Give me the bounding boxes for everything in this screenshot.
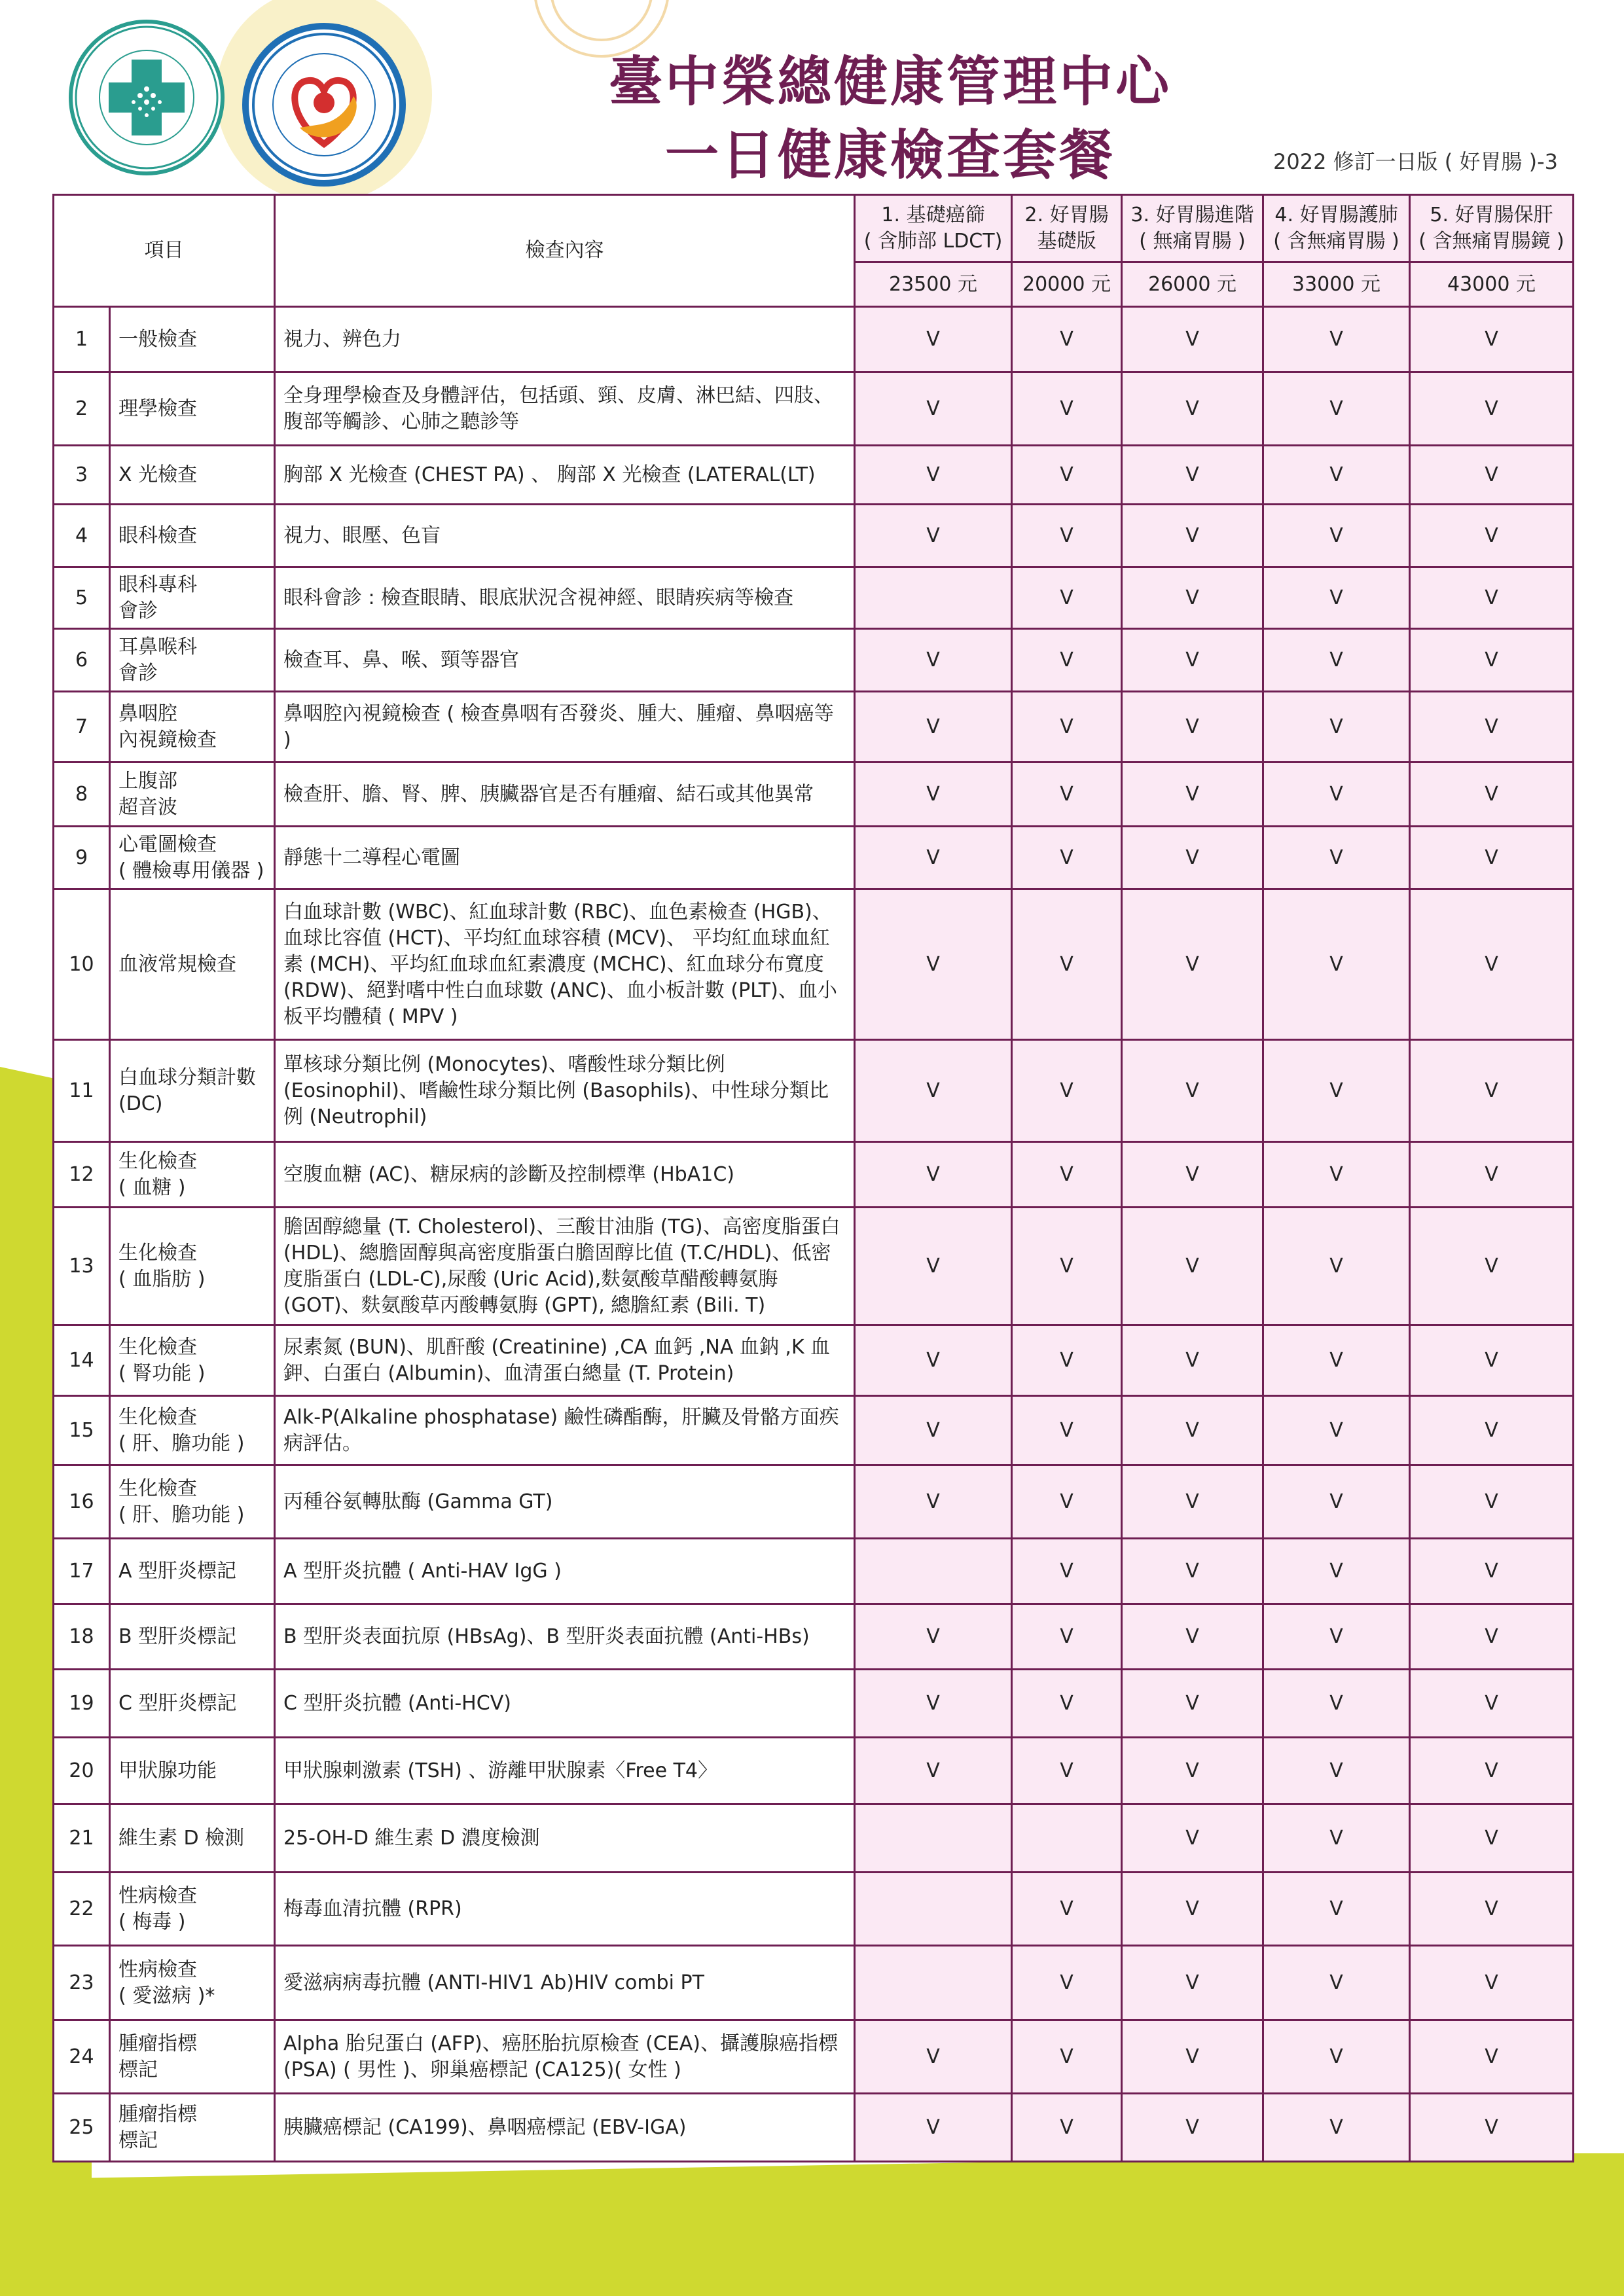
check-cell-package-2: V xyxy=(1012,567,1122,629)
row-item: 甲狀腺功能 xyxy=(110,1738,275,1804)
row-item: 白血球分類計數 (DC) xyxy=(110,1040,275,1142)
check-cell-package-2: V xyxy=(1012,1396,1122,1465)
check-cell-package-1: V xyxy=(855,446,1012,505)
row-item: 鼻咽腔 內視鏡檢查 xyxy=(110,692,275,762)
header xyxy=(0,0,1624,193)
row-item: 維生素 D 檢測 xyxy=(110,1804,275,1873)
check-cell-package-3: V xyxy=(1122,567,1263,629)
check-cell-package-3: V xyxy=(1122,1804,1263,1873)
row-content: 胸部 X 光檢查 (CHEST PA) 、 胸部 X 光檢查 (LATERAL(LT) xyxy=(275,446,855,505)
table-row xyxy=(54,1208,1574,1325)
row-number: 5 xyxy=(54,567,110,629)
row-number: 10 xyxy=(54,889,110,1040)
row-item: 生化檢查 ( 肝、膽功能 ) xyxy=(110,1396,275,1465)
table-row xyxy=(54,307,1574,372)
row-content: C 型肝炎抗體 (Anti-HCV) xyxy=(275,1670,855,1738)
check-cell-package-2: V xyxy=(1012,1325,1122,1396)
check-cell-package-5: V xyxy=(1410,1804,1574,1873)
row-item: 理學檢查 xyxy=(110,372,275,446)
row-item: 生化檢查 ( 腎功能 ) xyxy=(110,1325,275,1396)
row-number: 4 xyxy=(54,505,110,567)
check-cell-package-3: V xyxy=(1122,1946,1263,2020)
package-price-2: 20000 元 xyxy=(1012,262,1122,307)
check-cell-package-5: V xyxy=(1410,1325,1574,1396)
check-cell-package-2: V xyxy=(1012,1670,1122,1738)
row-content: 鼻咽腔內視鏡檢查 ( 檢查鼻咽有否發炎、腫大、腫瘤、鼻咽癌等 ) xyxy=(275,692,855,762)
check-cell-package-4: V xyxy=(1263,1804,1410,1873)
row-content: 視力、辨色力 xyxy=(275,307,855,372)
check-cell-package-4: V xyxy=(1263,1208,1410,1325)
check-cell-package-4: V xyxy=(1263,1325,1410,1396)
row-content: 眼科會診 : 檢查眼睛、眼底狀況含視神經、眼睛疾病等檢查 xyxy=(275,567,855,629)
row-number: 11 xyxy=(54,1040,110,1142)
check-cell-package-5: V xyxy=(1410,827,1574,889)
row-item: X 光檢查 xyxy=(110,446,275,505)
check-cell-package-4: V xyxy=(1263,567,1410,629)
check-cell-package-2: V xyxy=(1012,1873,1122,1946)
check-cell-package-4: V xyxy=(1263,1873,1410,1946)
table-row xyxy=(54,446,1574,505)
check-cell-package-1: V xyxy=(855,692,1012,762)
row-number: 14 xyxy=(54,1325,110,1396)
heart-hand-icon xyxy=(249,29,399,180)
package-table xyxy=(52,194,1574,2162)
check-cell-package-3: V xyxy=(1122,1873,1263,1946)
title-line-1: 臺中榮總健康管理中心 xyxy=(608,51,1172,113)
check-cell-package-2: V xyxy=(1012,2094,1122,2162)
row-number: 3 xyxy=(54,446,110,505)
row-content: A 型肝炎抗體 ( Anti-HAV IgG ) xyxy=(275,1539,855,1604)
check-cell-package-1: V xyxy=(855,1738,1012,1804)
check-cell-package-1: V xyxy=(855,762,1012,827)
check-cell-package-3: V xyxy=(1122,1670,1263,1738)
row-content: 梅毒血清抗體 (RPR) xyxy=(275,1873,855,1946)
row-item: 上腹部 超音波 xyxy=(110,762,275,827)
check-cell-package-5: V xyxy=(1410,1396,1574,1465)
check-cell-package-1: V xyxy=(855,1604,1012,1670)
table-row xyxy=(54,1040,1574,1142)
row-content: 空腹血糖 (AC)、糖尿病的診斷及控制標準 (HbA1C) xyxy=(275,1142,855,1208)
check-cell-package-4: V xyxy=(1263,1396,1410,1465)
row-number: 6 xyxy=(54,629,110,692)
row-content: Alk-P(Alkaline phosphatase) 鹼性磷酯酶，肝臟及骨骼方面疾病評估。 xyxy=(275,1396,855,1465)
check-cell-package-1: V xyxy=(855,1208,1012,1325)
table-row xyxy=(54,1539,1574,1604)
row-content: 25-OH-D 維生素 D 濃度檢測 xyxy=(275,1804,855,1873)
row-number: 2 xyxy=(54,372,110,446)
check-cell-package-1 xyxy=(855,1873,1012,1946)
row-number: 22 xyxy=(54,1873,110,1946)
row-item: 腫瘤指標 標記 xyxy=(110,2094,275,2162)
row-item: 生化檢查 ( 肝、膽功能 ) xyxy=(110,1465,275,1539)
header-content: 檢查內容 xyxy=(275,195,855,307)
row-number: 12 xyxy=(54,1142,110,1208)
check-cell-package-5: V xyxy=(1410,307,1574,372)
check-cell-package-2: V xyxy=(1012,372,1122,446)
check-cell-package-1 xyxy=(855,1539,1012,1604)
check-cell-package-3: V xyxy=(1122,1396,1263,1465)
check-cell-package-4: V xyxy=(1263,1539,1410,1604)
table-row xyxy=(54,1670,1574,1738)
check-cell-package-1 xyxy=(855,1946,1012,2020)
row-number: 20 xyxy=(54,1738,110,1804)
check-cell-package-4: V xyxy=(1263,1738,1410,1804)
check-cell-package-3: V xyxy=(1122,1142,1263,1208)
package-name-3: 3. 好胃腸進階 ( 無痛胃腸 ) xyxy=(1122,195,1263,262)
row-item: 性病檢查 ( 愛滋病 )* xyxy=(110,1946,275,2020)
table-row xyxy=(54,1325,1574,1396)
check-cell-package-2: V xyxy=(1012,889,1122,1040)
check-cell-package-3: V xyxy=(1122,1604,1263,1670)
title-line-2: 一日健康檢查套餐 xyxy=(664,124,1115,187)
check-cell-package-3: V xyxy=(1122,1539,1263,1604)
check-cell-package-3: V xyxy=(1122,629,1263,692)
row-item: 心電圖檢查 ( 體檢專用儀器 ) xyxy=(110,827,275,889)
check-cell-package-2: V xyxy=(1012,1208,1122,1325)
check-cell-package-5: V xyxy=(1410,1539,1574,1604)
row-content: 檢查耳、鼻、喉、頸等器官 xyxy=(275,629,855,692)
check-cell-package-3: V xyxy=(1122,505,1263,567)
check-cell-package-2: V xyxy=(1012,762,1122,827)
check-cell-package-2 xyxy=(1012,1804,1122,1873)
check-cell-package-5: V xyxy=(1410,372,1574,446)
package-price-5: 43000 元 xyxy=(1410,262,1574,307)
check-cell-package-1: V xyxy=(855,1040,1012,1142)
row-item: 生化檢查 ( 血糖 ) xyxy=(110,1142,275,1208)
row-content: Alpha 胎兒蛋白 (AFP)、癌胚胎抗原檢查 (CEA)、攝護腺癌指標 (PSA) ( 男性 )、卵巢癌標記 (CA125)( 女性 ) xyxy=(275,2020,855,2094)
table-row xyxy=(54,762,1574,827)
check-cell-package-3: V xyxy=(1122,2094,1263,2162)
row-number: 7 xyxy=(54,692,110,762)
check-cell-package-4: V xyxy=(1263,1465,1410,1539)
check-cell-package-3: V xyxy=(1122,1208,1263,1325)
row-number: 13 xyxy=(54,1208,110,1325)
check-cell-package-3: V xyxy=(1122,692,1263,762)
check-cell-package-1: V xyxy=(855,1325,1012,1396)
check-cell-package-5: V xyxy=(1410,505,1574,567)
check-cell-package-5: V xyxy=(1410,1670,1574,1738)
check-cell-package-4: V xyxy=(1263,1142,1410,1208)
check-cell-package-1: V xyxy=(855,505,1012,567)
row-number: 25 xyxy=(54,2094,110,2162)
row-content: 單核球分類比例 (Monocytes)、嗜酸性球分類比例 (Eosinophil)、嗜鹼性球分類比例 (Basophils)、中性球分類比例 (Neutrophil) xyxy=(275,1040,855,1142)
check-cell-package-4: V xyxy=(1263,827,1410,889)
row-item: 腫瘤指標 標記 xyxy=(110,2020,275,2094)
check-cell-package-5: V xyxy=(1410,1738,1574,1804)
package-name-5: 5. 好胃腸保肝 ( 含無痛胃腸鏡 ) xyxy=(1410,195,1574,262)
row-content: 白血球計數 (WBC)、紅血球計數 (RBC)、血色素檢查 (HGB)、血球比容值 (HCT)、平均紅血球容積 (MCV)、 平均紅血球血紅素 (MCH)、平均紅血球血紅素濃度 (MCHC)、紅血球分布寬度 (RDW)、絕對嗜中性白血球數 (ANC)、血小板計數 (PLT)、血小板平均體積 ( MPV ) xyxy=(275,889,855,1040)
row-number: 19 xyxy=(54,1670,110,1738)
table-row xyxy=(54,827,1574,889)
check-cell-package-5: V xyxy=(1410,1465,1574,1539)
table-row xyxy=(54,889,1574,1040)
check-cell-package-5: V xyxy=(1410,2094,1574,2162)
check-cell-package-5: V xyxy=(1410,1208,1574,1325)
row-number: 1 xyxy=(54,307,110,372)
table-body xyxy=(54,307,1574,2162)
check-cell-package-4: V xyxy=(1263,1604,1410,1670)
check-cell-package-4: V xyxy=(1263,307,1410,372)
row-content: 胰臟癌標記 (CA199)、鼻咽癌標記 (EBV-IGA) xyxy=(275,2094,855,2162)
row-item: 一般檢查 xyxy=(110,307,275,372)
table-row xyxy=(54,1738,1574,1804)
check-cell-package-2: V xyxy=(1012,1604,1122,1670)
row-item: 生化檢查 ( 血脂肪 ) xyxy=(110,1208,275,1325)
check-cell-package-5: V xyxy=(1410,889,1574,1040)
check-cell-package-3: V xyxy=(1122,1040,1263,1142)
check-cell-package-5: V xyxy=(1410,1946,1574,2020)
row-content: 膽固醇總量 (T. Cholesterol)、三酸甘油脂 (TG)、高密度脂蛋白 (HDL)、總膽固醇與高密度脂蛋白膽固醇比值 (T.C/HDL)、低密度脂蛋白 (LDL-C),尿酸 (Uric Acid),麩氨酸草醋酸轉氨脢 (GOT)、麩氨酸草丙酸轉氨脢 (GPT), 總膽紅素 (Bili. T) xyxy=(275,1208,855,1325)
check-cell-package-1: V xyxy=(855,1465,1012,1539)
package-price-3: 26000 元 xyxy=(1122,262,1263,307)
check-cell-package-2: V xyxy=(1012,307,1122,372)
check-cell-package-4: V xyxy=(1263,889,1410,1040)
check-cell-package-1: V xyxy=(855,629,1012,692)
check-cell-package-2: V xyxy=(1012,1040,1122,1142)
table-row xyxy=(54,1804,1574,1873)
check-cell-package-5: V xyxy=(1410,1040,1574,1142)
check-cell-package-1: V xyxy=(855,2020,1012,2094)
row-content: 全身理學檢查及身體評估，包括頭、頸、皮膚、淋巴結、四肢、腹部等觸診、心肺之聽診等 xyxy=(275,372,855,446)
check-cell-package-4: V xyxy=(1263,762,1410,827)
check-cell-package-5: V xyxy=(1410,1873,1574,1946)
check-cell-package-3: V xyxy=(1122,372,1263,446)
check-cell-package-1: V xyxy=(855,889,1012,1040)
row-number: 21 xyxy=(54,1804,110,1873)
check-cell-package-3: V xyxy=(1122,1465,1263,1539)
table-row xyxy=(54,372,1574,446)
check-cell-package-1: V xyxy=(855,1142,1012,1208)
row-item: 性病檢查 ( 梅毒 ) xyxy=(110,1873,275,1946)
check-cell-package-4: V xyxy=(1263,2020,1410,2094)
row-item: 耳鼻喉科 會診 xyxy=(110,629,275,692)
check-cell-package-4: V xyxy=(1263,1040,1410,1142)
table-row xyxy=(54,1142,1574,1208)
check-cell-package-4: V xyxy=(1263,629,1410,692)
check-cell-package-1: V xyxy=(855,1396,1012,1465)
row-number: 18 xyxy=(54,1604,110,1670)
row-number: 16 xyxy=(54,1465,110,1539)
table-row xyxy=(54,2094,1574,2162)
check-cell-package-3: V xyxy=(1122,307,1263,372)
check-cell-package-5: V xyxy=(1410,2020,1574,2094)
row-content: 丙種谷氨轉肽酶 (Gamma GT) xyxy=(275,1465,855,1539)
check-cell-package-5: V xyxy=(1410,1604,1574,1670)
row-content: 尿素氮 (BUN)、肌酐酸 (Creatinine) ,CA 血鈣 ,NA 血鈉 ,K 血鉀、白蛋白 (Albumin)、血清蛋白總量 (T. Protein) xyxy=(275,1325,855,1396)
check-cell-package-3: V xyxy=(1122,762,1263,827)
row-item: C 型肝炎標記 xyxy=(110,1670,275,1738)
hospital-logo xyxy=(69,20,225,175)
row-number: 23 xyxy=(54,1946,110,2020)
table-row xyxy=(54,505,1574,567)
row-item: 眼科專科 會診 xyxy=(110,567,275,629)
check-cell-package-2: V xyxy=(1012,1946,1122,2020)
check-cell-package-3: V xyxy=(1122,446,1263,505)
package-name-1: 1. 基礎癌篩 ( 含肺部 LDCT) xyxy=(855,195,1012,262)
check-cell-package-5: V xyxy=(1410,567,1574,629)
row-content: 視力、眼壓、色盲 xyxy=(275,505,855,567)
check-cell-package-3: V xyxy=(1122,827,1263,889)
check-cell-package-2: V xyxy=(1012,2020,1122,2094)
row-item: 眼科檢查 xyxy=(110,505,275,567)
check-cell-package-1: V xyxy=(855,827,1012,889)
check-cell-package-2: V xyxy=(1012,1142,1122,1208)
check-cell-package-4: V xyxy=(1263,1946,1410,2020)
check-cell-package-5: V xyxy=(1410,446,1574,505)
page-title xyxy=(563,46,1218,192)
check-cell-package-1: V xyxy=(855,372,1012,446)
check-cell-package-1 xyxy=(855,567,1012,629)
check-cell-package-2: V xyxy=(1012,1465,1122,1539)
package-name-2: 2. 好胃腸 基礎版 xyxy=(1012,195,1122,262)
check-cell-package-2: V xyxy=(1012,446,1122,505)
header-item: 項目 xyxy=(54,195,275,307)
check-cell-package-2: V xyxy=(1012,505,1122,567)
table-row xyxy=(54,1946,1574,2020)
version-label: 2022 修訂一日版 ( 好胃腸 )-3 xyxy=(1272,149,1558,174)
check-cell-package-4: V xyxy=(1263,446,1410,505)
check-cell-package-1: V xyxy=(855,307,1012,372)
table-row xyxy=(54,692,1574,762)
row-content: 檢查肝、膽、腎、脾、胰臟器官是否有腫瘤、結石或其他異常 xyxy=(275,762,855,827)
check-cell-package-5: V xyxy=(1410,1142,1574,1208)
row-number: 17 xyxy=(54,1539,110,1604)
certification-logo xyxy=(242,23,406,187)
check-cell-package-4: V xyxy=(1263,2094,1410,2162)
hospital-logo-ring xyxy=(73,24,221,171)
package-price-1: 23500 元 xyxy=(855,262,1012,307)
check-cell-package-5: V xyxy=(1410,692,1574,762)
check-cell-package-2: V xyxy=(1012,692,1122,762)
check-cell-package-4: V xyxy=(1263,692,1410,762)
row-number: 9 xyxy=(54,827,110,889)
check-cell-package-2: V xyxy=(1012,629,1122,692)
table-row xyxy=(54,1465,1574,1539)
row-content: 甲狀腺刺激素 (TSH) 、游離甲狀腺素〈Free T4〉 xyxy=(275,1738,855,1804)
check-cell-package-1 xyxy=(855,1804,1012,1873)
package-name-4: 4. 好胃腸護肺 ( 含無痛胃腸 ) xyxy=(1263,195,1410,262)
check-cell-package-1: V xyxy=(855,1670,1012,1738)
check-cell-package-1: V xyxy=(855,2094,1012,2162)
check-cell-package-4: V xyxy=(1263,505,1410,567)
check-cell-package-2: V xyxy=(1012,827,1122,889)
row-number: 15 xyxy=(54,1396,110,1465)
check-cell-package-2: V xyxy=(1012,1738,1122,1804)
row-item: 血液常規檢查 xyxy=(110,889,275,1040)
check-cell-package-4: V xyxy=(1263,1670,1410,1738)
table-row xyxy=(54,2020,1574,2094)
row-content: 愛滋病病毒抗體 (ANTI-HIV1 Ab)HIV combi PT xyxy=(275,1946,855,2020)
table-row xyxy=(54,1873,1574,1946)
check-cell-package-3: V xyxy=(1122,2020,1263,2094)
row-content: 靜態十二導程心電圖 xyxy=(275,827,855,889)
row-number: 24 xyxy=(54,2020,110,2094)
row-content: B 型肝炎表面抗原 (HBsAg)、B 型肝炎表面抗體 (Anti-HBs) xyxy=(275,1604,855,1670)
row-item: A 型肝炎標記 xyxy=(110,1539,275,1604)
table-row xyxy=(54,1604,1574,1670)
row-number: 8 xyxy=(54,762,110,827)
check-cell-package-3: V xyxy=(1122,1325,1263,1396)
check-cell-package-5: V xyxy=(1410,629,1574,692)
check-cell-package-5: V xyxy=(1410,762,1574,827)
table-row xyxy=(54,629,1574,692)
row-item: B 型肝炎標記 xyxy=(110,1604,275,1670)
table-row xyxy=(54,1396,1574,1465)
check-cell-package-4: V xyxy=(1263,372,1410,446)
check-cell-package-3: V xyxy=(1122,1738,1263,1804)
check-cell-package-2: V xyxy=(1012,1539,1122,1604)
table-row xyxy=(54,567,1574,629)
package-price-4: 33000 元 xyxy=(1263,262,1410,307)
check-cell-package-3: V xyxy=(1122,889,1263,1040)
